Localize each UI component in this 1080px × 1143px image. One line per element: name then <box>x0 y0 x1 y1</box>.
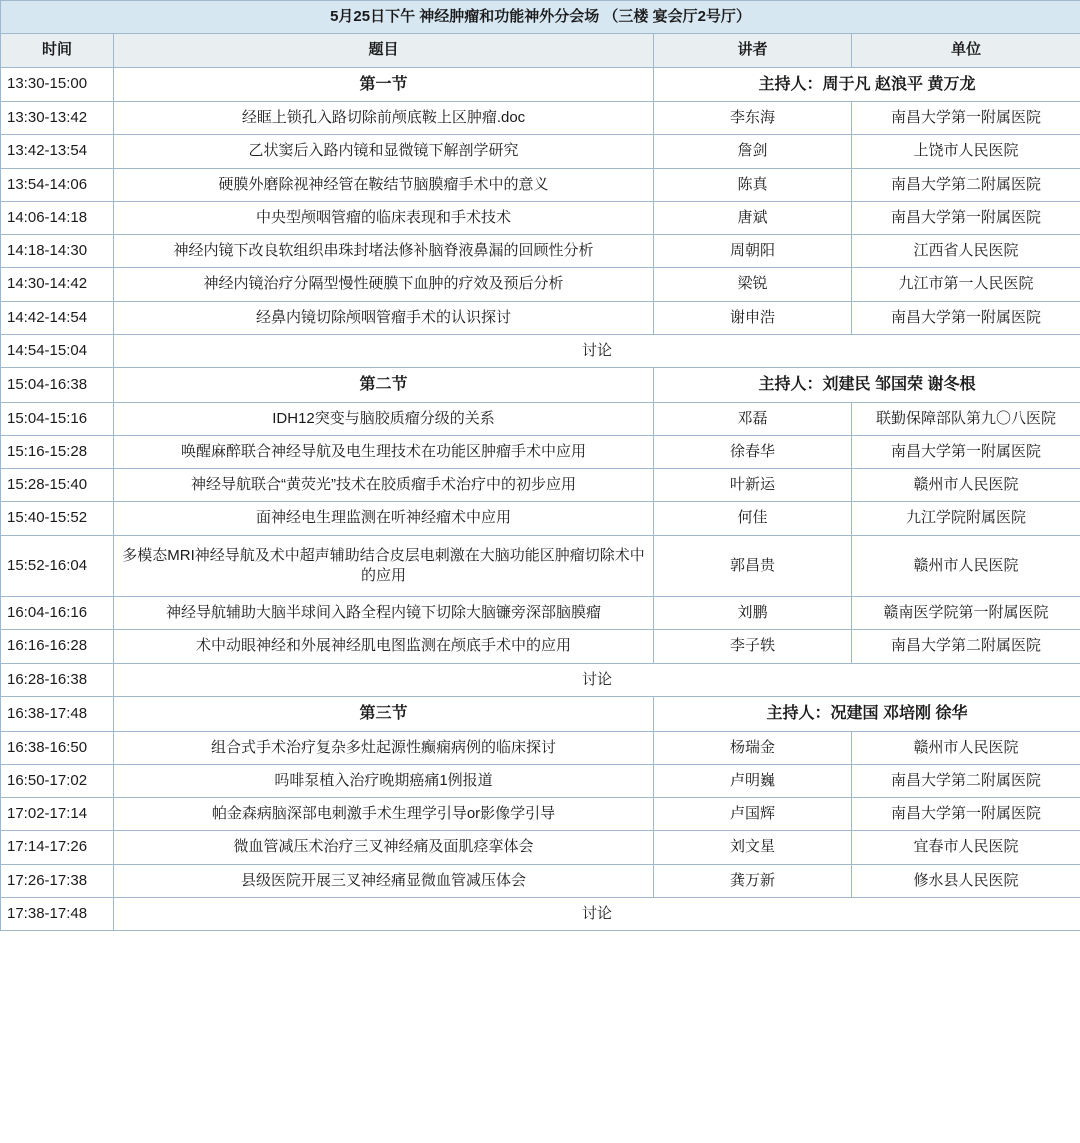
row-speaker: 梁锐 <box>654 268 852 301</box>
row-speaker: 卢国辉 <box>654 798 852 831</box>
row-time: 15:04-15:16 <box>1 402 114 435</box>
table-row <box>1 864 1080 897</box>
row-title: 经鼻内镜切除颅咽管瘤手术的认识探讨 <box>114 301 654 334</box>
row-time: 14:54-15:04 <box>1 334 114 367</box>
row-time: 16:04-16:16 <box>1 597 114 630</box>
row-organization: 联勤保障部队第九〇八医院 <box>852 402 1080 435</box>
row-time: 17:02-17:14 <box>1 798 114 831</box>
row-organization: 赣州市人民医院 <box>852 535 1080 597</box>
row-organization: 赣州市人民医院 <box>852 731 1080 764</box>
row-title: 面神经电生理监测在听神经瘤术中应用 <box>114 502 654 535</box>
table-row <box>1 535 1080 597</box>
row-organization: 南昌大学第一附属医院 <box>852 435 1080 468</box>
discussion-row <box>1 334 1080 367</box>
row-time: 14:06-14:18 <box>1 201 114 234</box>
column-header-org: 单位 <box>852 34 1080 67</box>
row-title: 乙状窦后入路内镜和显微镜下解剖学研究 <box>114 135 654 168</box>
row-speaker: 唐斌 <box>654 201 852 234</box>
section-hosts: 主持人：周于凡 赵浪平 黄万龙 <box>654 67 1080 102</box>
row-title: 唤醒麻醉联合神经导航及电生理技术在功能区肿瘤手术中应用 <box>114 435 654 468</box>
row-title: 硬膜外磨除视神经管在鞍结节脑膜瘤手术中的意义 <box>114 168 654 201</box>
banner-row <box>1 1 1080 34</box>
column-header-time: 时间 <box>1 34 114 67</box>
table-row <box>1 102 1080 135</box>
row-speaker: 杨瑞金 <box>654 731 852 764</box>
row-time: 13:30-13:42 <box>1 102 114 135</box>
row-time: 15:28-15:40 <box>1 469 114 502</box>
row-speaker: 邓磊 <box>654 402 852 435</box>
row-speaker: 詹剑 <box>654 135 852 168</box>
section-hosts: 主持人：况建国 邓培刚 徐华 <box>654 696 1080 731</box>
table-row <box>1 731 1080 764</box>
row-time: 16:50-17:02 <box>1 764 114 797</box>
row-speaker: 陈真 <box>654 168 852 201</box>
row-organization: 赣南医学院第一附属医院 <box>852 597 1080 630</box>
row-time: 16:38-16:50 <box>1 731 114 764</box>
row-speaker: 李东海 <box>654 102 852 135</box>
row-speaker: 卢明巍 <box>654 764 852 797</box>
table-row <box>1 597 1080 630</box>
row-speaker: 郭昌贵 <box>654 535 852 597</box>
row-title: 吗啡泵植入治疗晚期癌痛1例报道 <box>114 764 654 797</box>
row-time: 17:14-17:26 <box>1 831 114 864</box>
row-title: 术中动眼神经和外展神经肌电图监测在颅底手术中的应用 <box>114 630 654 663</box>
row-time: 14:42-14:54 <box>1 301 114 334</box>
discussion-label: 讨论 <box>114 334 1080 367</box>
row-title: IDH12突变与脑胶质瘤分级的关系 <box>114 402 654 435</box>
row-title: 神经导航辅助大脑半球间入路全程内镜下切除大脑镰旁深部脑膜瘤 <box>114 597 654 630</box>
row-time: 16:16-16:28 <box>1 630 114 663</box>
row-title: 组合式手术治疗复杂多灶起源性癫痫病例的临床探讨 <box>114 731 654 764</box>
row-time: 17:38-17:48 <box>1 897 114 930</box>
discussion-label: 讨论 <box>114 897 1080 930</box>
table-row <box>1 235 1080 268</box>
row-organization: 上饶市人民医院 <box>852 135 1080 168</box>
section-label: 第一节 <box>114 67 654 102</box>
row-speaker: 何佳 <box>654 502 852 535</box>
row-title: 多模态MRI神经导航及术中超声辅助结合皮层电刺激在大脑功能区肿瘤切除术中的应用 <box>114 535 654 597</box>
section-row <box>1 368 1080 403</box>
section-row <box>1 67 1080 102</box>
row-title: 经眶上锁孔入路切除前颅底鞍上区肿瘤.doc <box>114 102 654 135</box>
row-organization: 南昌大学第二附属医院 <box>852 630 1080 663</box>
row-organization: 江西省人民医院 <box>852 235 1080 268</box>
row-organization: 南昌大学第一附属医院 <box>852 798 1080 831</box>
row-speaker: 龚万新 <box>654 864 852 897</box>
row-title: 微血管减压术治疗三叉神经痛及面肌痉挛体会 <box>114 831 654 864</box>
row-speaker: 徐春华 <box>654 435 852 468</box>
section-label: 第二节 <box>114 368 654 403</box>
row-time: 13:54-14:06 <box>1 168 114 201</box>
discussion-row <box>1 663 1080 696</box>
row-time: 15:52-16:04 <box>1 535 114 597</box>
table-row <box>1 798 1080 831</box>
section-label: 第三节 <box>114 696 654 731</box>
column-header-speaker: 讲者 <box>654 34 852 67</box>
row-speaker: 刘鹏 <box>654 597 852 630</box>
row-title: 中央型颅咽管瘤的临床表现和手术技术 <box>114 201 654 234</box>
row-time: 13:42-13:54 <box>1 135 114 168</box>
row-organization: 南昌大学第一附属医院 <box>852 201 1080 234</box>
row-time: 17:26-17:38 <box>1 864 114 897</box>
table-row <box>1 168 1080 201</box>
row-organization: 南昌大学第二附属医院 <box>852 168 1080 201</box>
row-organization: 南昌大学第一附属医院 <box>852 301 1080 334</box>
row-time: 15:04-16:38 <box>1 368 114 403</box>
header-row <box>1 34 1080 67</box>
column-header-title: 题目 <box>114 34 654 67</box>
section-hosts: 主持人：刘建民 邹国荣 谢冬根 <box>654 368 1080 403</box>
row-time: 13:30-15:00 <box>1 67 114 102</box>
row-time: 16:28-16:38 <box>1 663 114 696</box>
table-row <box>1 268 1080 301</box>
table-row <box>1 402 1080 435</box>
row-organization: 修水县人民医院 <box>852 864 1080 897</box>
schedule-body <box>1 1 1080 931</box>
row-title: 神经导航联合“黄荧光”技术在胶质瘤手术治疗中的初步应用 <box>114 469 654 502</box>
row-title: 神经内镜治疗分隔型慢性硬膜下血肿的疗效及预后分析 <box>114 268 654 301</box>
row-organization: 南昌大学第二附属医院 <box>852 764 1080 797</box>
section-row <box>1 696 1080 731</box>
banner-title: 5月25日下午 神经肿瘤和功能神外分会场 （三楼 宴会厅2号厅） <box>1 1 1080 34</box>
row-speaker: 周朝阳 <box>654 235 852 268</box>
row-time: 14:30-14:42 <box>1 268 114 301</box>
table-row <box>1 469 1080 502</box>
row-title: 县级医院开展三叉神经痛显微血管减压体会 <box>114 864 654 897</box>
row-time: 14:18-14:30 <box>1 235 114 268</box>
row-organization: 宜春市人民医院 <box>852 831 1080 864</box>
row-organization: 九江市第一人民医院 <box>852 268 1080 301</box>
row-time: 15:40-15:52 <box>1 502 114 535</box>
table-row <box>1 630 1080 663</box>
table-row <box>1 435 1080 468</box>
row-speaker: 刘文星 <box>654 831 852 864</box>
row-organization: 赣州市人民医院 <box>852 469 1080 502</box>
table-row <box>1 502 1080 535</box>
row-organization: 南昌大学第一附属医院 <box>852 102 1080 135</box>
row-time: 16:38-17:48 <box>1 696 114 731</box>
table-row <box>1 301 1080 334</box>
row-speaker: 叶新运 <box>654 469 852 502</box>
row-title: 神经内镜下改良软组织串珠封堵法修补脑脊液鼻漏的回顾性分析 <box>114 235 654 268</box>
table-row <box>1 764 1080 797</box>
row-speaker: 谢申浩 <box>654 301 852 334</box>
row-title: 帕金森病脑深部电刺激手术生理学引导or影像学引导 <box>114 798 654 831</box>
table-row <box>1 201 1080 234</box>
table-row <box>1 135 1080 168</box>
discussion-label: 讨论 <box>114 663 1080 696</box>
table-row <box>1 831 1080 864</box>
row-organization: 九江学院附属医院 <box>852 502 1080 535</box>
discussion-row <box>1 897 1080 930</box>
row-time: 15:16-15:28 <box>1 435 114 468</box>
row-speaker: 李子轶 <box>654 630 852 663</box>
